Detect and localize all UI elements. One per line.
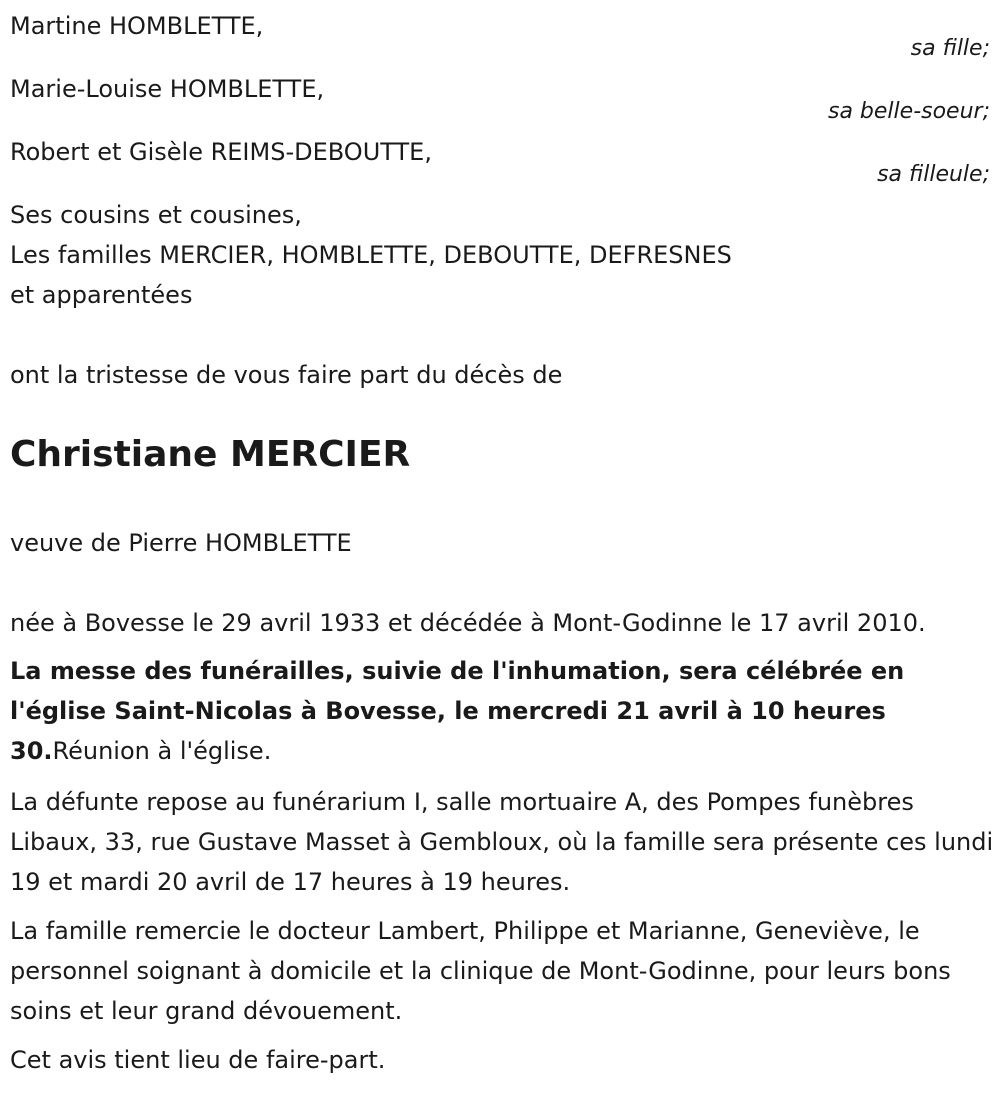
meeting-place: Réunion à l'église. bbox=[52, 737, 272, 765]
family-member-relation: sa belle-soeur; bbox=[828, 99, 990, 124]
announcement-intro: ont la tristesse de vous faire part du décès de bbox=[10, 361, 563, 389]
related-line: et apparentées bbox=[10, 281, 193, 309]
thanks-paragraph: La famille remercie le docteur Lambert, Philippe et Marianne, Geneviève, le personnel soignant à domicile et la clinique de Mont-Godinne, pour leurs bons soins et leur grand dévouement. bbox=[10, 917, 951, 1025]
families-line: Les familles MERCIER, HOMBLETTE, DEBOUTTE, DEFRESNES bbox=[10, 241, 732, 269]
birth-death-line: née à Bovesse le 29 avril 1933 et décédée à Mont-Godinne le 17 avril 2010. bbox=[10, 609, 926, 637]
family-member-relation: sa fille; bbox=[910, 36, 990, 61]
deceased-name: Christiane MERCIER bbox=[10, 434, 411, 475]
family-member-relation: sa filleule; bbox=[877, 162, 990, 187]
cousins-line: Ses cousins et cousines, bbox=[10, 201, 302, 229]
family-member-name: Marie-Louise HOMBLETTE, bbox=[10, 75, 325, 103]
rest-paragraph: La défunte repose au funérarium I, salle mortuaire A, des Pompes funèbres Libaux, 33, rue Gustave Masset à Gembloux, où la famille sera présente ces lundi 19 et mardi 20 avril de 17 heures à 19 heures. bbox=[10, 788, 994, 896]
spouse-line: veuve de Pierre HOMBLETTE bbox=[10, 529, 352, 557]
ceremony-paragraph bbox=[10, 651, 995, 771]
mass-details: La messe des funérailles, suivie de l'inhumation, sera célébrée en l'église Saint-Nicolas à Bovesse, le mercredi 21 avril à 10 heures 30. bbox=[10, 657, 905, 765]
family-member-name: Martine HOMBLETTE, bbox=[10, 12, 264, 40]
footer-note: Cet avis tient lieu de faire-part. bbox=[10, 1046, 386, 1074]
family-member-name: Robert et Gisèle REIMS-DEBOUTTE, bbox=[10, 138, 432, 166]
